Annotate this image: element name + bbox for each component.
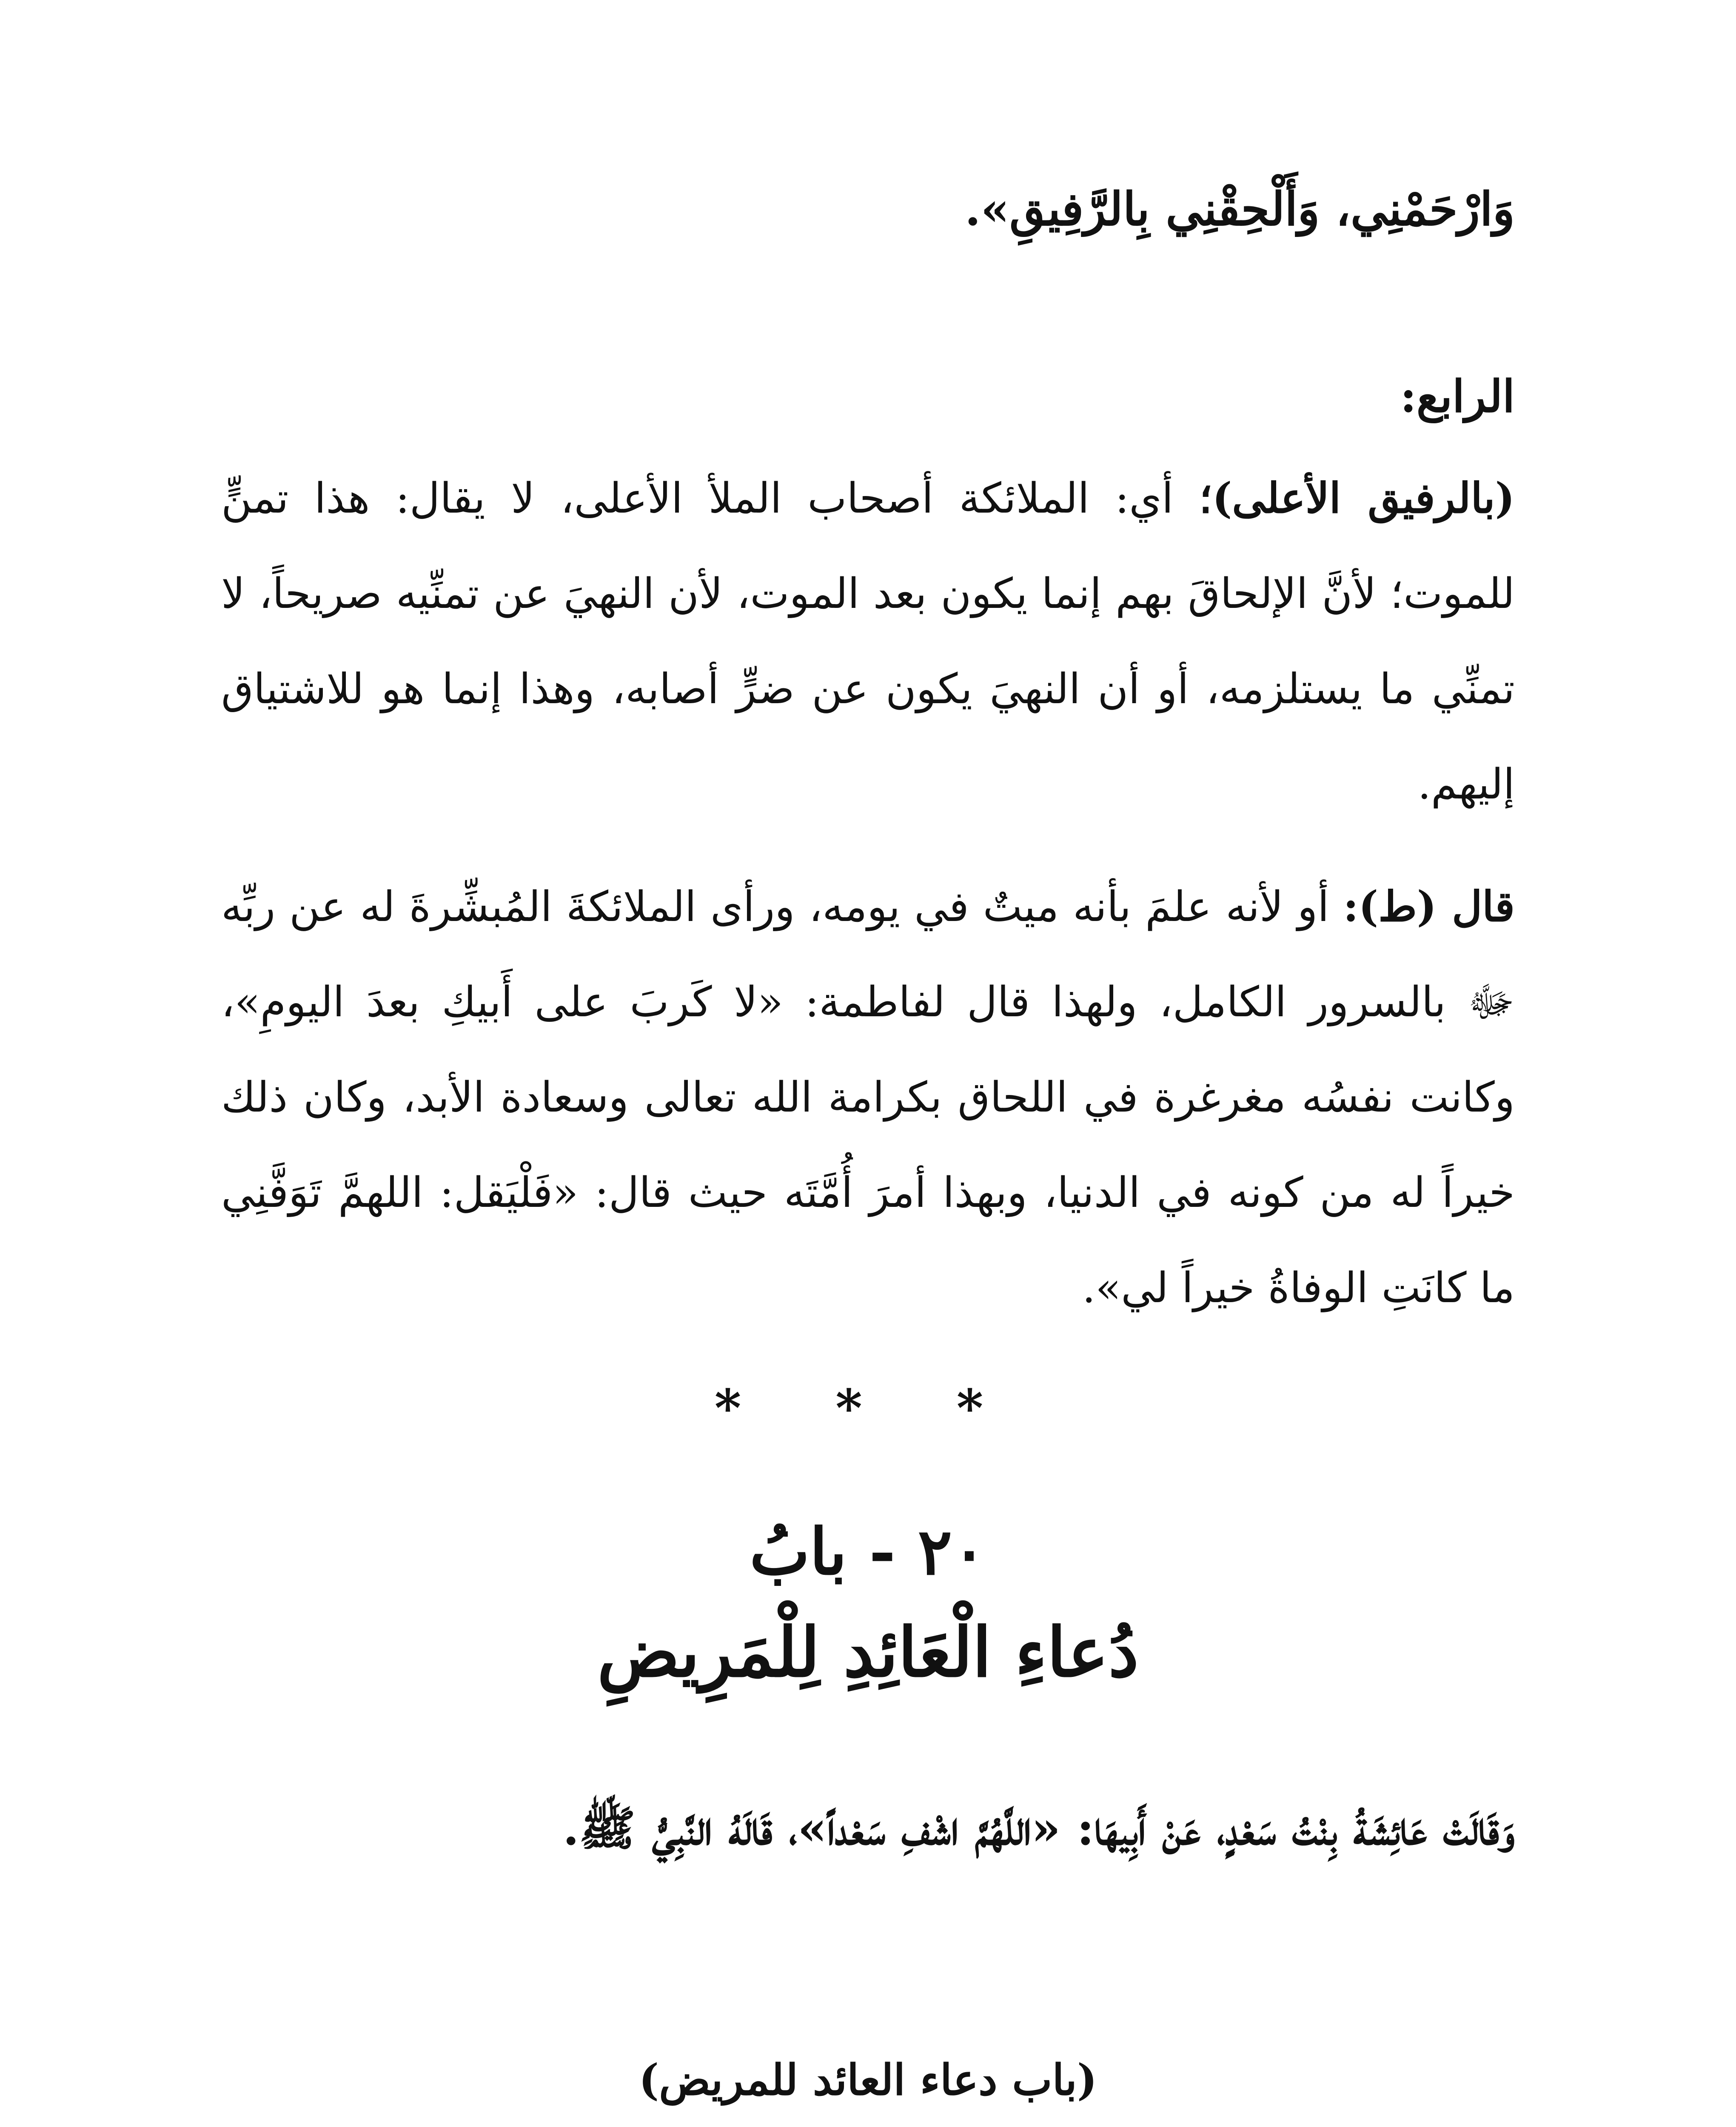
paragraph-rafiq-text: أي: الملائكة أصحاب الملأ الأعلى، لا يقال: هذا تمنٍّ للموت؛ لأنَّ الإلحاقَ بهم إنما يكون بعد الموت، لأن النهيَ عن تمنِّيه صريحاً، لا تمنِّي ما يستلزمه، أو أن النهيَ يكون عن ضرٍّ أصابه، وهذا إنما هو للاشتياق إليهم. (221, 474, 1515, 809)
paragraph-rafiq (221, 451, 1515, 832)
chapter-number: ٢٠ - بابُ (750, 1514, 986, 1589)
paragraph-rafiq-lead: (بالرفيق الأعلى)؛ (1199, 474, 1515, 523)
opening-line: وَارْحَمْنِي، وَأَلْحِقْنِي بِالرَّفِيقِ». (964, 182, 1515, 236)
section-label: الرابع: (1400, 370, 1515, 422)
section-separator: * * * (714, 1378, 1022, 1438)
commentary-title: (باب دعاء العائد للمريض) (639, 2055, 1097, 2105)
paragraph-qala-t (221, 859, 1515, 1336)
chapter-title: دُعاءِ الْعَائِدِ لِلْمَرِيضِ (597, 1612, 1139, 1692)
paragraph-qala-t-lead: قال (ط): (1343, 882, 1515, 931)
paragraph-qala-t-text: أو لأنه علمَ بأنه ميتٌ في يومه، ورأى الملائكةَ المُبشِّرةَ له عن ربِّه ﷻ بالسرور الكامل، ولهذا قال لفاطمة: «لا كَربَ على أَبيكِ بعدَ اليومِ»، وكانت نفسُه مغرغرة في اللحاق بكرامة الله تعالى وسعادة الأبد، وكان ذلك خيراً له من كونه في الدنيا، وبهذا أمرَ أُمَّتَه حيث قال: «فَلْيَقل: اللهمَّ تَوَفَّنِي ما كانَتِ الوفاةُ خيراً لي». (221, 883, 1515, 1312)
hadith-text: وَقَالَتْ عَائِشَةُ بِنْتُ سَعْدٍ، عَنْ أَبِيهَا: «اللَّهُمَّ اشْفِ سَعْداً»، قَالَهُ النَّبِيُّ ﷺ. (563, 1801, 1515, 1856)
